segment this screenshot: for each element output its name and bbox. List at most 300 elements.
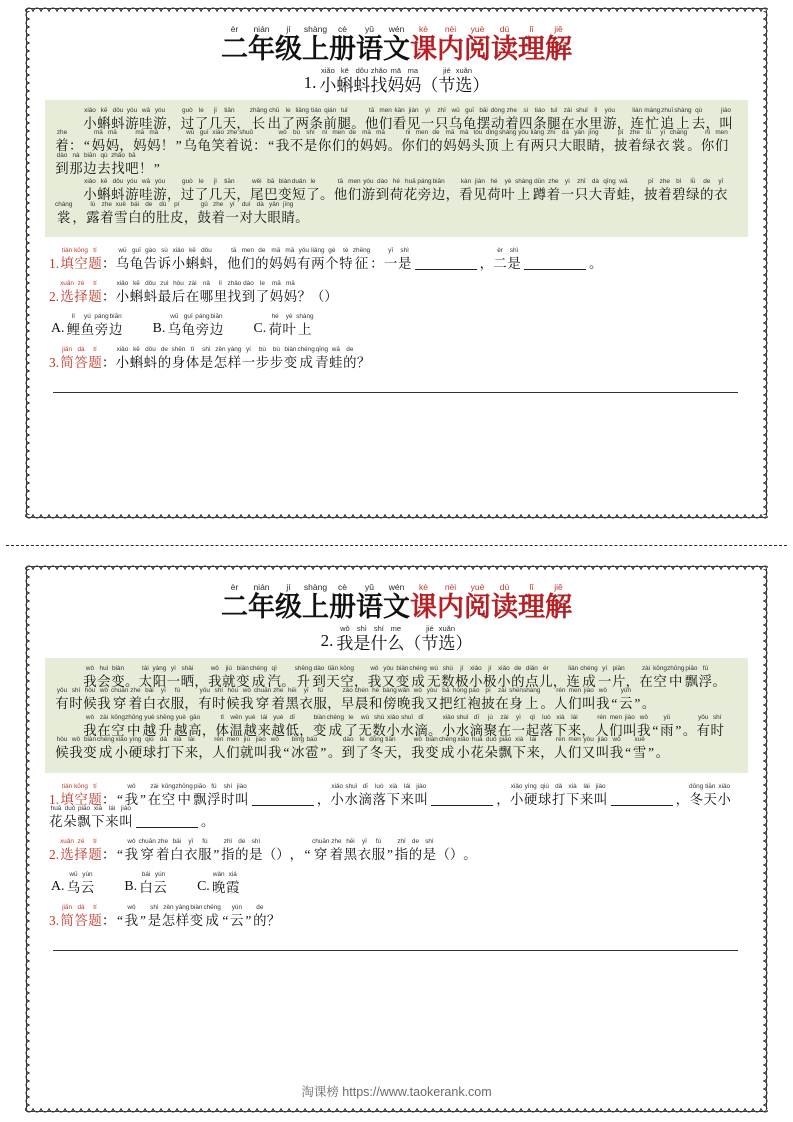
hanzi: 的 (700, 187, 714, 203)
pinyin: yí (602, 665, 608, 672)
pinyin: chéng (326, 713, 345, 721)
option-item[interactable] (51, 314, 123, 336)
pinyin: diǎn (525, 665, 538, 672)
hanzi: 我 (240, 696, 254, 712)
pinyin: shì (306, 129, 315, 137)
question-char (138, 905, 147, 927)
hanzi: 一 (241, 355, 256, 371)
answer-write-line[interactable] (53, 392, 738, 393)
hanzi: 成 (328, 722, 343, 738)
hanzi: 怎 (213, 355, 228, 371)
hanzi: ， (236, 187, 250, 203)
passage-char (278, 179, 292, 201)
pinyin: dī (473, 713, 480, 721)
passage-char (152, 153, 161, 175)
question-char (119, 806, 133, 828)
pinyin: dào (243, 280, 254, 288)
hanzi: 我 (83, 674, 97, 689)
question-colon (102, 784, 115, 806)
hanzi: 去 (691, 116, 706, 131)
option-item[interactable] (197, 872, 240, 894)
pinyin: wǒ (270, 736, 279, 744)
passage-char (355, 688, 369, 710)
pinyin: shàng (674, 107, 692, 114)
hanzi: 温 (229, 722, 243, 738)
site-watermark: 淘课榜 https://www.taokerank.com (301, 1085, 492, 1099)
hanzi: 又 (381, 674, 396, 689)
question-number: 3. (49, 913, 60, 929)
hanzi: 级 (275, 34, 302, 64)
question-char (297, 281, 310, 303)
hanzi: 到 (312, 674, 326, 689)
pinyin: jīng (588, 129, 599, 137)
hanzi: ” (386, 847, 393, 863)
pinyin: pī (618, 129, 624, 137)
passage-char (628, 130, 642, 152)
passage-char (55, 130, 69, 152)
pinyin: xuǎn (438, 624, 455, 633)
hanzi: 。 (641, 696, 656, 712)
pinyin: piàn (612, 665, 625, 672)
hanzi: ， (496, 791, 510, 807)
passage-char (386, 715, 400, 737)
hanzi: 题 (88, 289, 102, 305)
passage-char (400, 715, 414, 737)
pinyin: kè (419, 582, 428, 592)
hanzi: 了 (306, 187, 320, 203)
hanzi: “ (116, 847, 123, 863)
hanzi: 小 (509, 791, 524, 807)
question-char (386, 784, 400, 806)
answer-blank[interactable] (611, 794, 673, 806)
pinyin: mā (93, 129, 103, 137)
passage-char (566, 666, 580, 688)
title-char (356, 583, 383, 621)
question-char (203, 905, 220, 927)
hanzi: 青 (602, 187, 617, 203)
pinyin: dī (362, 782, 368, 790)
option-letter: B. (124, 878, 138, 894)
hanzi: 到 (375, 187, 390, 203)
passage-char (83, 179, 97, 201)
hanzi: 。 (655, 745, 670, 761)
pinyin: xià (568, 782, 577, 790)
passage-char (696, 715, 710, 737)
question-char (213, 281, 227, 303)
passage-char (610, 688, 619, 710)
passage-char (687, 130, 700, 152)
pinyin: men (379, 107, 392, 114)
pinyin: dǒu (145, 280, 156, 288)
option-item[interactable] (124, 872, 167, 894)
question-char (185, 248, 199, 270)
passage-char (463, 108, 477, 130)
question-char (161, 905, 175, 927)
hanzi: 鱼 (80, 321, 95, 337)
passage-char (281, 666, 294, 688)
passage-char (69, 737, 83, 759)
passage-char (152, 666, 166, 688)
pinyin: kē (100, 178, 108, 186)
question-char (124, 784, 138, 806)
pinyin: dú (499, 582, 510, 592)
hanzi: ！ (139, 160, 153, 176)
hanzi: 上 (676, 116, 690, 131)
passage-char (184, 202, 197, 224)
pinyin: tiān (705, 782, 716, 790)
pinyin: dǒu (112, 178, 124, 186)
pinyin: dá (77, 904, 85, 912)
hanzi: 来 (400, 791, 414, 807)
pinyin: de (160, 346, 168, 354)
passage-char (698, 666, 712, 688)
pinyin: zhōng (175, 782, 193, 790)
question-char (213, 248, 226, 270)
hanzi: （ (310, 289, 325, 305)
pinyin: jiào (624, 713, 635, 721)
question-char (357, 347, 370, 369)
question-char (353, 248, 370, 270)
hanzi: 选 (60, 289, 74, 305)
hanzi: 着 (211, 209, 225, 225)
pinyin: shù (442, 665, 453, 672)
hanzi: 们 (567, 745, 582, 761)
pinyin: zhe (659, 178, 670, 186)
pinyin: cháng (669, 129, 688, 137)
hanzi: 几 (208, 116, 223, 131)
passage-char (97, 153, 111, 175)
pinyin: ma (407, 66, 419, 75)
pinyin: yàng (227, 346, 242, 354)
hanzi: ） (324, 289, 338, 305)
hanzi: 袍 (467, 696, 481, 712)
pinyin: yí (245, 346, 251, 354)
passage-char (183, 130, 197, 152)
question-char (235, 839, 249, 861)
hanzi: 飘 (77, 814, 91, 830)
hanzi: 下 (512, 745, 526, 761)
hanzi: 的 (511, 674, 525, 689)
pinyin: tè (343, 247, 349, 255)
answer-blank[interactable] (252, 794, 314, 806)
hanzi: 游 (153, 187, 167, 203)
pinyin: guī (199, 129, 209, 137)
passage-char (313, 715, 327, 737)
passage-char (614, 130, 628, 152)
pinyin: de (514, 665, 522, 672)
pinyin: huā (50, 805, 62, 813)
hanzi: 过 (180, 187, 195, 203)
passage-char (455, 666, 469, 688)
passage-char (125, 666, 138, 688)
question-char (157, 347, 171, 369)
passage-char (525, 666, 539, 688)
hanzi: 我 (268, 745, 282, 761)
question-char (329, 839, 343, 861)
pinyin: xiǎo (172, 247, 185, 255)
hanzi: 我 (124, 913, 139, 929)
hanzi: 连 (566, 674, 580, 689)
title-char (329, 583, 356, 621)
passage-char (128, 737, 142, 759)
pinyin: yī (718, 178, 724, 186)
pinyin: duǒ (485, 736, 497, 744)
pinyin: zhēng (352, 247, 371, 255)
hanzi: 睛 (586, 138, 601, 154)
hanzi: 连 (630, 116, 644, 131)
passage-char (439, 688, 453, 710)
question-type-char (74, 248, 88, 270)
passage-char (299, 688, 313, 710)
passage-char (290, 130, 304, 152)
hanzi: 特 (339, 256, 353, 272)
hanzi: “ (283, 745, 290, 761)
passage-char (603, 108, 617, 130)
pinyin: zài (150, 782, 159, 790)
hanzi: 变 (283, 355, 298, 371)
passage-char (568, 688, 582, 710)
pinyin: wú (360, 713, 370, 721)
passage-char (439, 737, 456, 759)
pinyin: shēn (171, 346, 186, 354)
question-char (227, 347, 241, 369)
hanzi: 年 (248, 34, 275, 64)
hanzi: 找 (227, 289, 242, 305)
hanzi: 小 (330, 791, 344, 807)
pinyin: tí (93, 782, 97, 790)
hanzi: 。 (687, 138, 701, 154)
pinyin: tiáo (534, 107, 545, 114)
passage-char (471, 130, 485, 152)
hanzi: ” (320, 745, 327, 761)
passage-char (222, 108, 236, 130)
title-text (221, 25, 572, 63)
hanzi: 哪 (199, 289, 214, 305)
hanzi: 雨 (660, 722, 674, 738)
option-item[interactable] (153, 314, 224, 336)
hanzi: 肚 (156, 209, 170, 225)
hanzi: 了 (344, 722, 358, 738)
hanzi: 蹲 (532, 187, 547, 203)
hanzi: ， (236, 116, 250, 131)
question-char (115, 347, 129, 369)
pinyin: biàn (111, 665, 125, 672)
pinyin: me (390, 624, 402, 633)
passage-char (539, 666, 553, 688)
pinyin: jiào (597, 736, 608, 744)
hanzi: 我 (83, 722, 97, 738)
pinyin: shí (214, 687, 224, 695)
hanzi: 下 (170, 745, 185, 761)
question-char (357, 839, 371, 861)
pinyin: zhī (437, 107, 446, 114)
pinyin: yè (285, 312, 293, 320)
hanzi: 衣 (714, 187, 728, 203)
pinyin: hòu (173, 280, 184, 288)
pinyin: qīng (603, 178, 616, 186)
passage-line (55, 108, 738, 175)
pinyin: bù (258, 346, 266, 354)
question-char (157, 281, 171, 303)
pinyin: tiān (224, 178, 235, 186)
hanzi: 指 (394, 847, 409, 863)
question-char (199, 281, 213, 303)
hanzi: 成 (251, 674, 266, 689)
pinyin: wǒ (71, 736, 81, 744)
option-item[interactable] (51, 872, 94, 894)
option-char (66, 872, 80, 894)
pinyin: qiú (145, 736, 154, 744)
hanzi: 霞 (226, 879, 240, 895)
hanzi: 是 (303, 138, 318, 154)
pinyin: bái (130, 200, 140, 208)
answer-blank[interactable] (136, 816, 198, 828)
hanzi: 滴 (414, 722, 428, 738)
hanzi: 变 (83, 745, 97, 761)
pinyin: huā (405, 178, 416, 186)
passage-char (125, 179, 139, 201)
hanzi: 们 (226, 745, 240, 761)
hanzi: 晚 (212, 879, 226, 895)
hanzi: “ (83, 138, 90, 154)
pinyin: tiáo (311, 107, 322, 114)
passage-char (554, 688, 568, 710)
subtitle-char (421, 625, 438, 652)
passage-char (389, 179, 403, 201)
subtitle-char (387, 67, 404, 94)
passage-char (715, 130, 729, 152)
passage-char (253, 202, 267, 224)
pinyin: xuǎn (60, 280, 74, 288)
hanzi: ， (194, 674, 208, 689)
pinyin: kōng (111, 713, 125, 721)
answer-blank[interactable] (415, 258, 477, 270)
passage-char (540, 737, 553, 759)
pinyin: shàng (498, 129, 517, 137)
hanzi: 落 (539, 722, 554, 738)
pinyin: qù (695, 107, 703, 114)
answer-blank[interactable] (524, 258, 586, 270)
hanzi: 空 (74, 256, 88, 272)
hanzi: 人 (554, 696, 568, 712)
hanzi: 人 (595, 722, 609, 738)
answer-write-line[interactable] (53, 950, 738, 951)
passage-char (312, 666, 326, 688)
passage-char (281, 108, 295, 130)
hanzi: 头 (471, 138, 485, 154)
passage-char (253, 130, 266, 152)
pinyin: jiào (583, 687, 594, 695)
passage-char (97, 179, 111, 201)
passage-char (672, 179, 686, 201)
title-char (221, 583, 248, 621)
pinyin: yǒu (56, 687, 68, 695)
hanzi: 体 (215, 722, 229, 738)
pinyin: yòu (383, 665, 394, 672)
pinyin: kōng (161, 782, 176, 790)
passage-char (369, 737, 383, 759)
pinyin: qiú (540, 782, 549, 790)
passage-line (55, 179, 738, 224)
pinyin: tí (93, 904, 97, 912)
passage-char (498, 737, 512, 759)
passage-char (361, 179, 375, 201)
passage-char (83, 108, 97, 130)
hanzi: 那 (69, 160, 83, 176)
pinyin: xiǎo (320, 66, 335, 75)
pinyin: zhe (548, 178, 559, 186)
pinyin: dá (77, 346, 85, 354)
passage-char (354, 666, 367, 688)
option-char (226, 872, 240, 894)
question-char (235, 784, 249, 806)
pinyin: chéng (438, 736, 457, 744)
hanzi: ， (198, 745, 212, 761)
pinyin: fú (375, 838, 382, 846)
option-item[interactable] (254, 314, 314, 336)
pinyin: shēn (509, 687, 523, 695)
hanzi: 碧 (672, 187, 686, 203)
pinyin: sì (523, 107, 529, 114)
option-char (282, 314, 296, 336)
answer-blank[interactable] (431, 794, 493, 806)
hanzi: ！ (160, 138, 175, 154)
passage-char (375, 179, 389, 201)
passage-char (174, 715, 188, 737)
pinyin: zhe (56, 129, 68, 137)
title-char (302, 583, 329, 621)
pinyin: yǒu (518, 129, 529, 137)
passage-char (236, 666, 250, 688)
pinyin: zhe (213, 200, 224, 208)
passage-char (281, 202, 295, 224)
pinyin: yóu (604, 107, 615, 114)
passage-char (358, 715, 372, 737)
pinyin: fú (174, 687, 181, 695)
subtitle-char (336, 67, 353, 94)
passage-char (91, 130, 105, 152)
title-char-accent (437, 25, 464, 63)
hanzi: 时 (212, 696, 226, 712)
title-char-accent (464, 25, 491, 63)
pinyin: wǒ (370, 665, 379, 672)
pinyin: wǒ (210, 665, 219, 672)
passage-char (485, 130, 499, 152)
pinyin: yǒu (298, 247, 309, 255)
pinyin: bǎi (479, 107, 488, 114)
subtitle-char (455, 67, 472, 94)
question-char (269, 281, 283, 303)
hanzi: 到 (55, 160, 69, 176)
pinyin: shuō (239, 129, 254, 137)
hanzi: 片 (611, 674, 626, 689)
pinyin: nǐ (405, 129, 411, 137)
pinyin: mā (376, 129, 385, 137)
passage-char (125, 153, 139, 175)
pinyin: jí (488, 665, 492, 672)
hanzi: 语 (356, 34, 383, 64)
hanzi: 我 (596, 696, 610, 712)
pinyin: xiǎo (387, 713, 399, 721)
option-letter: A. (51, 878, 65, 894)
question-char (221, 905, 230, 927)
passage-char (670, 130, 687, 152)
pinyin: de (432, 129, 440, 137)
pinyin: xiǎo (116, 346, 129, 354)
hanzi: 大 (253, 209, 267, 225)
passage-char (55, 688, 69, 710)
question-char (493, 248, 507, 270)
